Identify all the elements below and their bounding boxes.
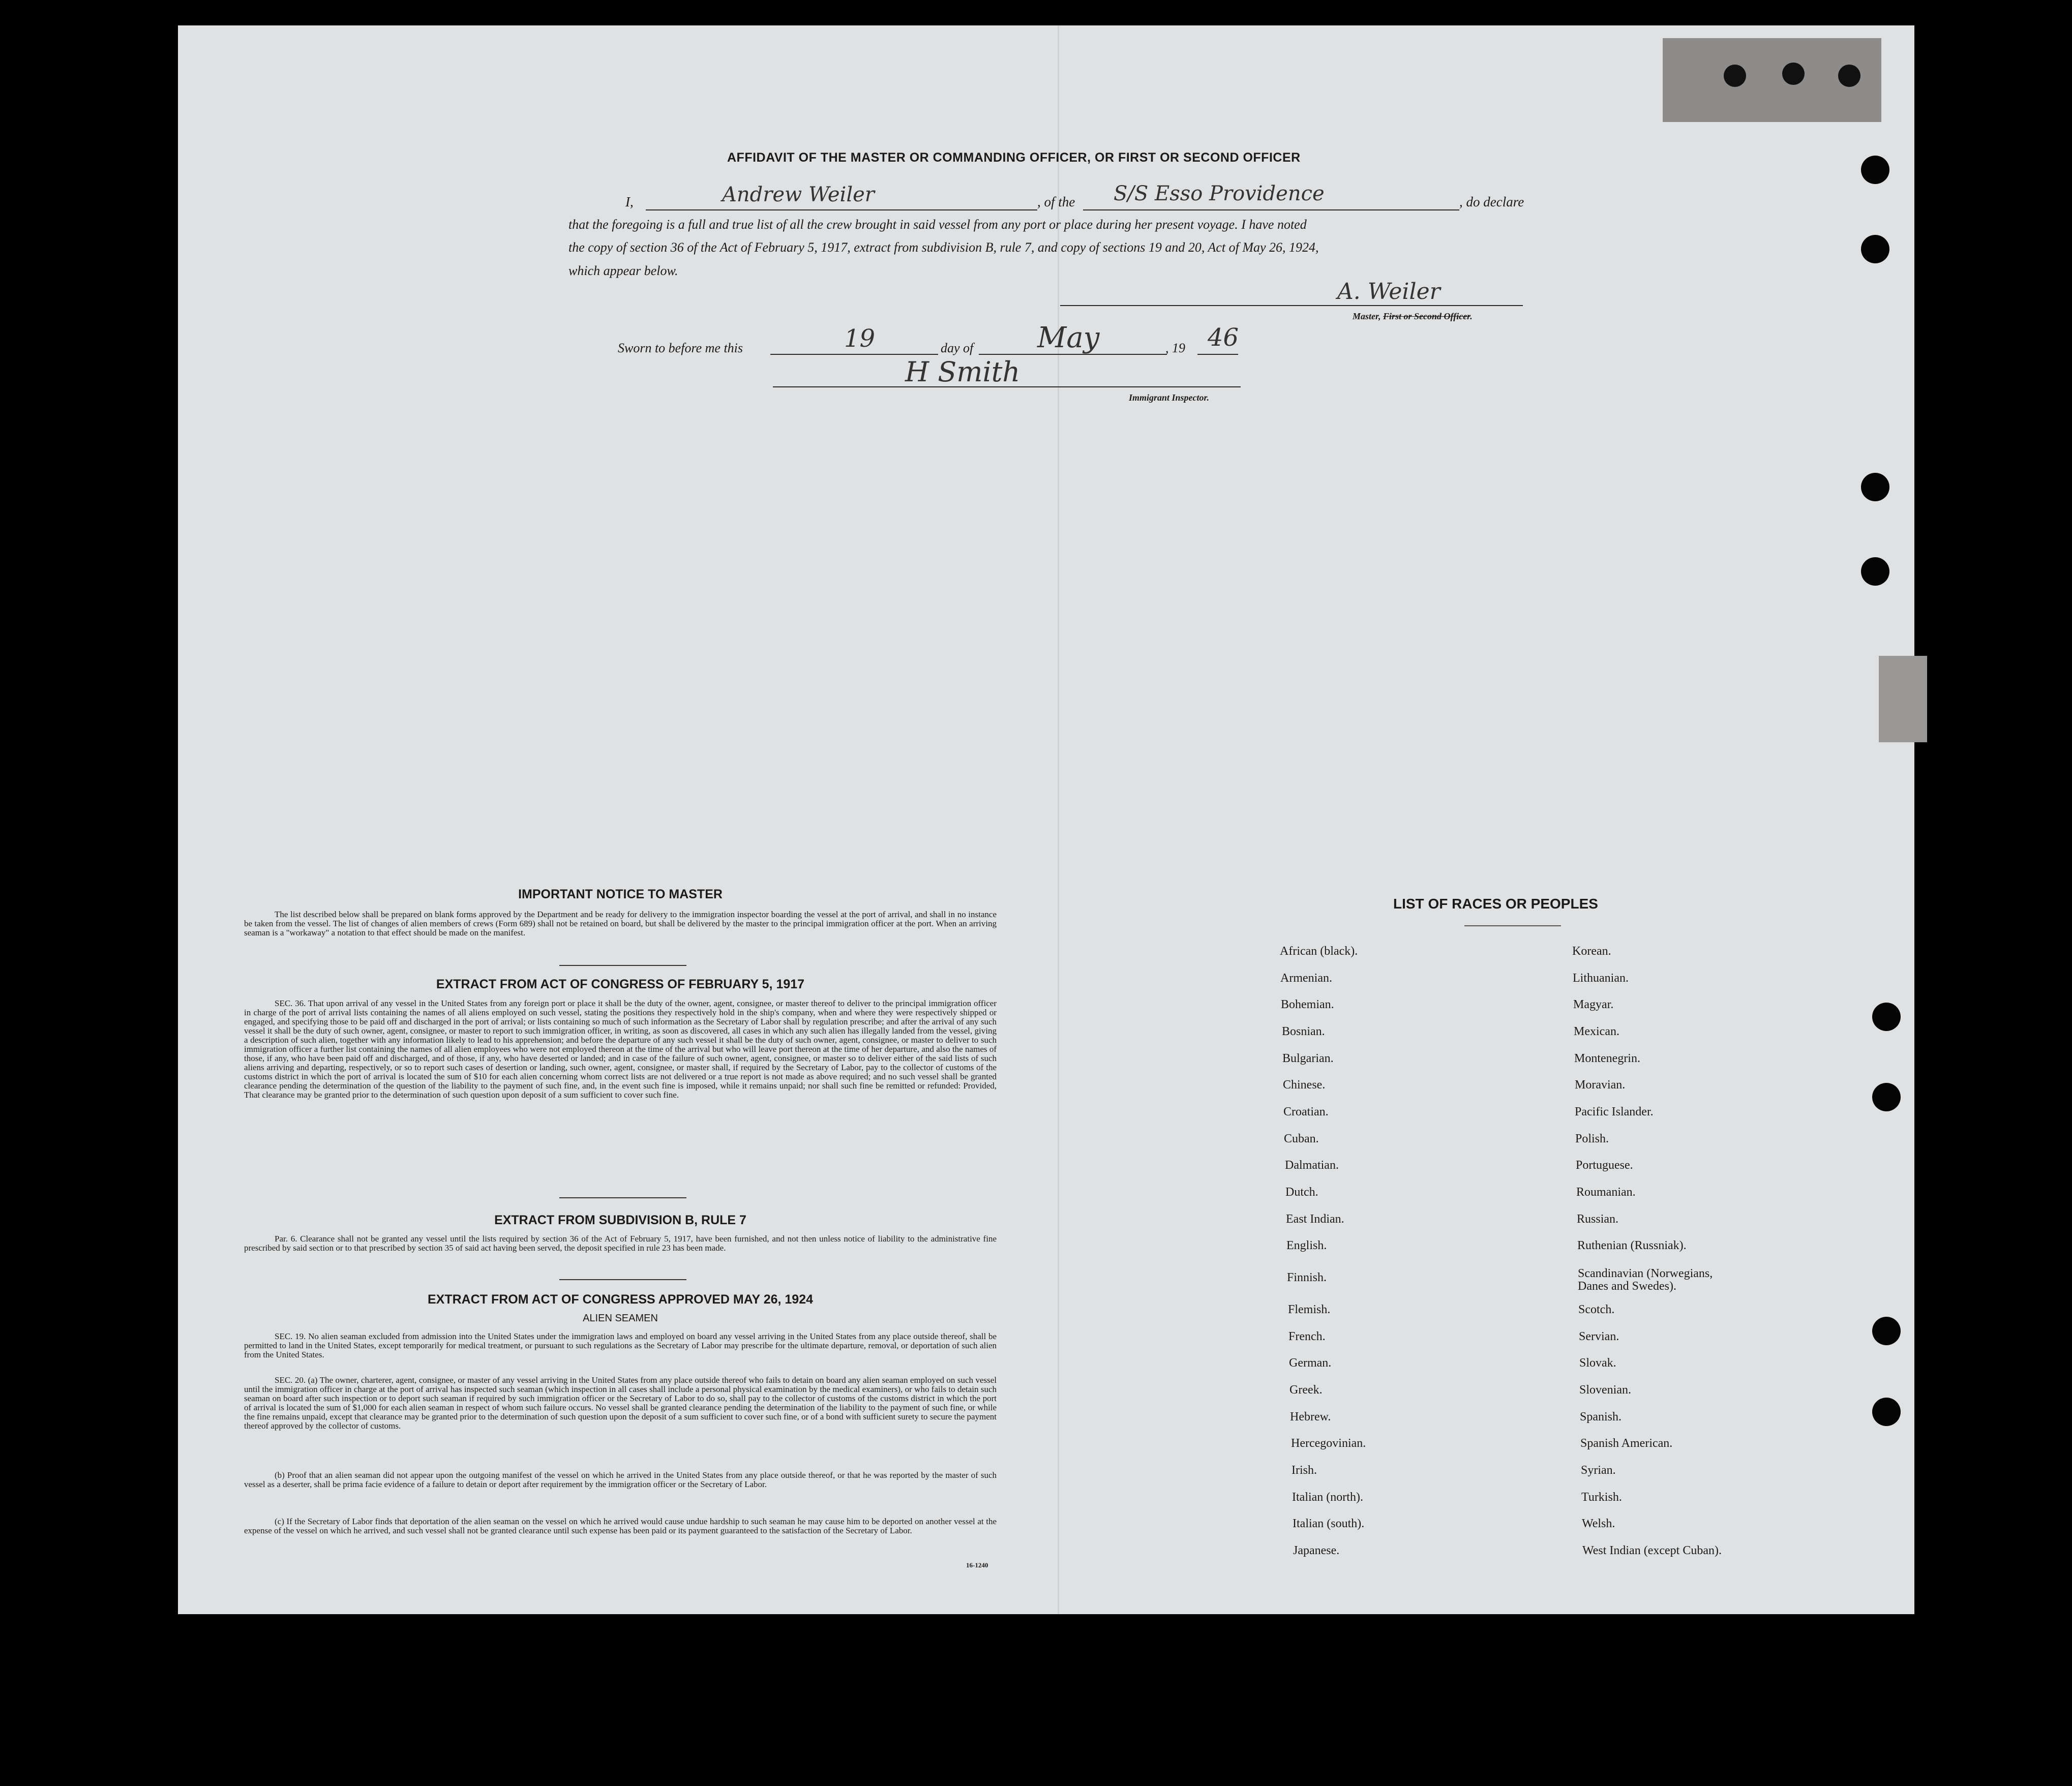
race-item: Armenian.: [1280, 972, 1332, 985]
extract3-sec20a: SEC. 20. (a) The owner, charterer, agent, consignee, or master of any vessel arriving in the United States from any place outside thereof who fails to detain on board any alien seaman employed on such vessel until the immigration officer in charge at the port of arrival has inspected such seaman (which inspection in all cases shall include a personal physical examination by the medical examiners), or who fails to detain such seaman on board after such inspection or to deport such seaman if required by such immigration officer or the Secretary of Labor to do so, shall pay to the collector of customs of the customs district in which the port of arrival is located the sum of $1,000 for each alien seaman in respect of whom such failure occurs. No vessel shall be granted clearance pending the determination of the liability to the payment of such fine, or while the fine remains unpaid, except that clearance may be granted prior to the determination of such question upon the deposit of a sum sufficient to cover such fine, or of a bond with sufficient surety to secure the payment thereof approved by the collector of customs.: [244, 1375, 997, 1431]
vessel-name-line: [1083, 209, 1459, 210]
race-item: West Indian (except Cuban).: [1582, 1544, 1722, 1557]
race-item: Chinese.: [1283, 1078, 1326, 1092]
master-label: Master, First or Second Officer.: [1353, 311, 1473, 321]
page-fold: [1058, 25, 1059, 1614]
punch-hole: [1872, 1398, 1901, 1426]
race-item: Irish.: [1292, 1464, 1317, 1477]
master-signature: A. Weiler: [1337, 279, 1440, 305]
vessel-name: S/S Esso Providence: [1114, 182, 1325, 205]
race-item: Moravian.: [1575, 1078, 1626, 1092]
sworn-month: May: [1037, 321, 1100, 354]
affidavit-line-4: which appear below.: [568, 263, 678, 278]
divider: [559, 965, 686, 966]
divider: [559, 1197, 686, 1198]
extract3-sec20c: (c) If the Secretary of Labor finds that deportation of the alien seaman on the vessel on which he arrived would cause undue hardship to such seaman he may cause him to be deported on another vessel at the expense of the vessel on which he arrived, and such vessel shall not be granted clearance until such expense has been paid or its payment guaranteed to the satisfaction of the Secretary of Labor.: [244, 1517, 997, 1535]
race-item: East Indian.: [1286, 1213, 1344, 1226]
race-item: Scandinavian (Norwegians, Danes and Swedes).: [1578, 1267, 1713, 1293]
race-item: Greek.: [1289, 1383, 1323, 1397]
race-item: Korean.: [1572, 945, 1611, 958]
race-item: English.: [1286, 1239, 1327, 1252]
race-item: Bohemian.: [1281, 998, 1334, 1011]
punch-hole: [1861, 156, 1889, 184]
race-item: Scotch.: [1578, 1303, 1615, 1316]
race-item: Cuban.: [1284, 1132, 1319, 1145]
punch-hole: [1861, 473, 1889, 501]
race-item: Polish.: [1575, 1132, 1609, 1145]
extract1-title: EXTRACT FROM ACT OF CONGRESS OF FEBRUARY 5, 1917: [436, 977, 805, 991]
race-item: Hebrew.: [1290, 1410, 1331, 1424]
sworn-label: Sworn to before me this: [618, 341, 743, 355]
race-item: Slovenian.: [1579, 1383, 1631, 1397]
race-item: Turkish.: [1581, 1491, 1622, 1504]
master-signature-line: [1060, 305, 1523, 306]
extract1-body: SEC. 36. That upon arrival of any vessel in the United States from any foreign port or place it shall be the duty of the owner, agent, consignee, or master thereof to deliver to the principal immigration officer in charge of the port of arrival lists containing the names of all aliens employed on such vessel, stating the positions they respectively hold in the ship's company, when and where they were respectively shipped or engaged, and specifying those to be paid off and discharged in the port of arrival; or lists containing so much of such information as the Secretary of Labor shall by regulation prescribe; and after the arrival of any such vessel it shall be the duty of such owner, agent, consignee, or master to report to such immigration officer, in writing, as soon as discovered, all cases in which any such alien has illegally landed from the vessel, giving a description of such alien, together with any information likely to lead to his apprehension; and before the departure of any such vessel it shall be the duty of such owner, agent, consignee, or master to deliver to such immigration officer a further list containing the names of all alien employees who were not employed thereon at the time of the arrival but who will leave port thereon at the time of her departure, and also the names of those, if any, who have been paid off and discharged, and of those, if any, who have deserted or landed; and in case of the failure of such owner, agent, consignee, or master so to deliver either of the said lists of such aliens arriving and departing, respectively, or so to report such cases of desertion or landing, such owner, agent, consignee, or master shall, if required by the Secretary of Labor, pay to the collector of customs of the customs district in which the port of arrival is located the sum of $10 for each alien concerning whom correct lists are not delivered or a true report is not made as above required; and no such vessel shall be granted clearance pending the determination of the question of the liability to the payment of such fine, and, in the event such fine is imposed, while it remains unpaid; nor shall such fine be remitted or refunded: Provided, That clearance may be granted prior to the determination of such question upon deposit of a sum sufficient to cover such fine.: [244, 998, 997, 1100]
sworn-year-line: [1197, 354, 1238, 355]
extract3-subtitle: ALIEN SEAMEN: [583, 1313, 658, 1324]
race-item: Dutch.: [1285, 1186, 1318, 1199]
race-item: Spanish.: [1580, 1410, 1622, 1424]
punch-hole: [1872, 1317, 1901, 1345]
race-item: Montenegrin.: [1574, 1052, 1640, 1065]
punch-hole: [1861, 557, 1889, 586]
affidavit-do-declare: , do declare: [1459, 194, 1524, 209]
year-prefix: , 19: [1165, 341, 1185, 355]
punch-hole: [1872, 1083, 1901, 1111]
punch-hole: [1872, 1003, 1901, 1031]
inspector-signature: H Smith: [905, 356, 1020, 388]
race-item: Hercegovinian.: [1291, 1437, 1366, 1450]
race-item: Finnish.: [1287, 1271, 1327, 1284]
form-number: 16-1240: [966, 1561, 988, 1569]
race-item: African (black).: [1280, 945, 1358, 958]
extract3-sec19: SEC. 19. No alien seaman excluded from admission into the United States under the immigration laws and employed on board any vessel arriving in the United States from any place outside thereof, shall be permitted to land in the United States, except temporarily for medical treatment, or pursuant to such regulations as the Secretary of Labor may prescribe for the ultimate departure, removal, or deportation of such alien from the United States.: [244, 1331, 997, 1359]
race-item: Slovak.: [1579, 1356, 1616, 1370]
race-item: Welsh.: [1582, 1517, 1615, 1530]
inspector-label: Immigrant Inspector.: [1129, 392, 1210, 403]
race-item: French.: [1288, 1330, 1326, 1343]
tape-strip-top: [1663, 38, 1881, 122]
affidavit-line-2: that the foregoing is a full and true list of all the crew brought in said vessel from any port or place during her present voyage. I have noted: [568, 217, 1307, 232]
race-item: Russian.: [1577, 1213, 1619, 1226]
race-item: Mexican.: [1574, 1025, 1619, 1038]
race-item: Pacific Islander.: [1575, 1105, 1654, 1118]
extract3-title: EXTRACT FROM ACT OF CONGRESS APPROVED MAY 26, 1924: [427, 1292, 814, 1307]
race-item: Roumanian.: [1576, 1186, 1636, 1199]
race-item: Italian (south).: [1293, 1517, 1365, 1530]
race-item: German.: [1289, 1356, 1332, 1370]
race-item: Croatian.: [1283, 1105, 1329, 1118]
sworn-day: 19: [844, 324, 876, 353]
master-name: Andrew Weiler: [722, 183, 875, 206]
extract2-title: EXTRACT FROM SUBDIVISION B, RULE 7: [494, 1213, 746, 1227]
affidavit-of-the: , of the: [1037, 194, 1075, 209]
races-divider: [1464, 925, 1561, 926]
extract2-body: Par. 6. Clearance shall not be granted any vessel until the lists required by section 36 of the Act of February 5, 1917, have been furnished, and not then unless notice of liability to the administrative fine prescribed by said section or to that prescribed by section 35 of said act having been served, the deposit specified in rule 23 has been made.: [244, 1234, 997, 1253]
race-item: Lithuanian.: [1573, 972, 1629, 985]
race-item: Spanish American.: [1580, 1437, 1673, 1450]
notice-title: IMPORTANT NOTICE TO MASTER: [518, 887, 723, 901]
day-of-label: day of: [941, 341, 974, 355]
race-item: Dalmatian.: [1285, 1159, 1339, 1172]
extract3-sec20b: (b) Proof that an alien seaman did not appear upon the outgoing manifest of the vessel on which he arrived in the United States from any place outside thereof, or that he was reported by the master of such vessel as a deserter, shall be prima facie evidence of a failure to detain or deport after requirement by the immigration officer or the Secretary of Labor.: [244, 1470, 997, 1489]
race-item: Bulgarian.: [1282, 1052, 1334, 1065]
race-item: Ruthenian (Russniak).: [1577, 1239, 1687, 1252]
race-item: Italian (north).: [1292, 1491, 1363, 1504]
tape-strip-right: [1879, 656, 1927, 742]
divider: [559, 1279, 686, 1280]
master-name-line: [646, 209, 1037, 210]
race-item: Bosnian.: [1282, 1025, 1325, 1038]
race-item: Magyar.: [1573, 998, 1614, 1011]
affidavit-i: I,: [625, 194, 634, 209]
race-item: Portuguese.: [1576, 1159, 1633, 1172]
affidavit-line-3: the copy of section 36 of the Act of February 5, 1917, extract from subdivision B, rule 7, and copy of sections 19 and 20, Act of May 26, 1924,: [568, 240, 1319, 255]
sworn-year: 46: [1208, 323, 1239, 352]
races-title: LIST OF RACES OR PEOPLES: [1393, 896, 1598, 912]
race-item: Flemish.: [1288, 1303, 1331, 1316]
punch-hole: [1861, 235, 1889, 263]
race-item: Syrian.: [1581, 1464, 1616, 1477]
notice-body: The list described below shall be prepared on blank forms approved by the Department and be ready for delivery to the immigration inspector boarding the vessel at the port of arrival, and shall in no instance be taken from the vessel. The list of changes of alien members of crews (Form 689) shall not be retained on board, but shall be delivered by the master to the principal immigration officer at the port. When an arriving seaman is a "workaway" a notation to that effect should be made on the manifest.: [244, 910, 997, 937]
sworn-day-line: [770, 354, 938, 355]
race-item: Japanese.: [1293, 1544, 1340, 1557]
race-item: Servian.: [1579, 1330, 1619, 1343]
affidavit-title: AFFIDAVIT OF THE MASTER OR COMMANDING OFFICER, OR FIRST OR SECOND OFFICER: [727, 150, 1301, 165]
